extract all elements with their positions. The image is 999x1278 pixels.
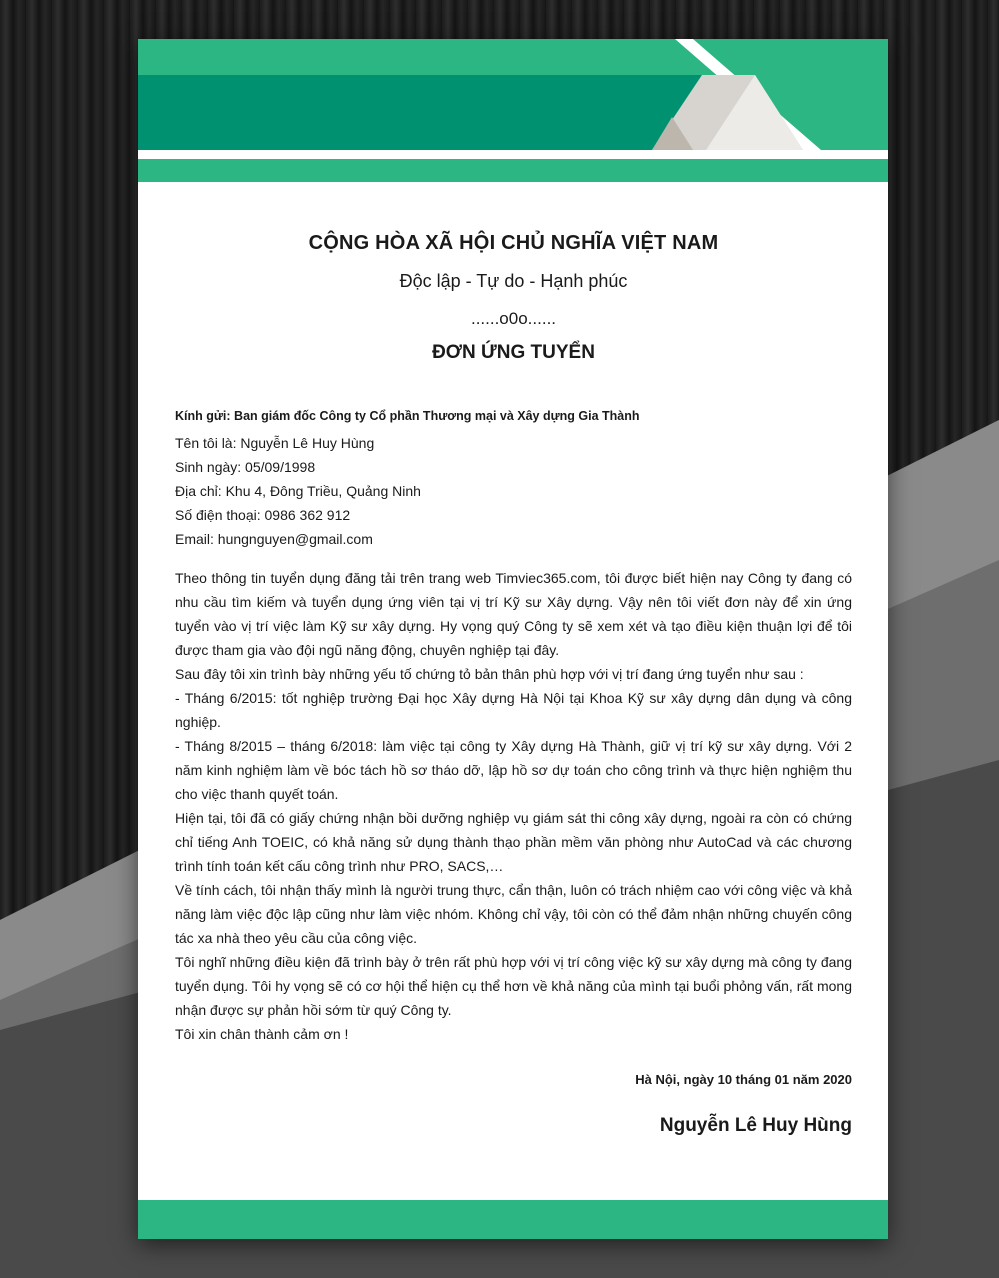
paragraph-intro: Theo thông tin tuyển dụng đăng tải trên trang web Timviec365.com, tôi được biết hiện nay Công ty đang có nhu cầu tìm kiếm và tuyển dụng ứng viên tại vị trí Kỹ sư Xây dựng. Vậy nên tôi viết đơn này để xin ứng tuyển vào vị trí việc làm Kỹ sư xây dựng. Hy vọng quý Công ty sẽ xem xét và tạo điều kiện thuận lợi để tôi được tham gia vào đội ngũ năng động, chuyên nghiệp tại đây. [175,570,852,658]
paragraph-thanks: Tôi xin chân thành cảm ơn ! [175,1026,349,1042]
addressee-line: Kính gửi: Ban giám đốc Công ty Cổ phần Thương mại và Xây dựng Gia Thành [175,409,640,423]
applicant-address: Địa chỉ: Khu 4, Đông Triều, Quảng Ninh [175,483,421,499]
letter-body [175,566,852,1046]
signature-name: Nguyễn Lê Huy Hùng [659,1115,852,1136]
applicant-phone: Số điện thoại: 0986 362 912 [175,507,351,523]
national-title: CỘNG HÒA XÃ HỘI CHỦ NGHĨA VIỆT NAM [308,232,719,254]
national-motto: Độc lập - Tự do - Hạnh phúc [399,271,628,291]
applicant-info [175,431,852,551]
document-title: ĐƠN ỨNG TUYỂN [432,342,595,363]
paragraph-closing: Tôi nghĩ những điều kiện đã trình bày ở trên rất phù hợp với vị trí công việc kỹ sư xây dựng mà công ty đang tuyển dụng. Tôi hy vọng sẽ có cơ hội thể hiện cụ thể hơn về khả năng của mình tại buổi phỏng vấn, rất mong nhận được sự phản hồi sớm từ quý Công ty. [175,954,852,1018]
header-banner [138,39,888,184]
paragraph-certificates: Hiện tại, tôi đã có giấy chứng nhận bồi dưỡng nghiệp vụ giám sát thi công xây dựng, ngoài ra còn có chứng chỉ tiếng Anh TOEIC, có khả năng sử dụng thành thạo phần mềm văn phòng như AutoCad và các chương trình tính toán kết cấu công trình như PRO, SACS,… [175,810,852,874]
paragraph-qualifications-intro: Sau đây tôi xin trình bày những yếu tố chứng tỏ bản thân phù hợp với vị trí đang ứng tuyển như sau : [175,666,804,682]
paragraph-education: - Tháng 6/2015: tốt nghiệp trường Đại học Xây dựng Hà Nội tại Khoa Kỹ sư xây dựng dân dụng và công nghiệp. [175,690,852,730]
applicant-email: Email: hungnguyen@gmail.com [175,531,373,547]
title-separator: ......o0o...... [470,309,557,328]
paragraph-personality: Về tính cách, tôi nhận thấy mình là người trung thực, cẩn thận, luôn có trách nhiệm cao với công việc và khả năng làm việc độc lập cũng như làm việc nhóm. Không chỉ vậy, tôi còn có thể đảm nhận những chuyến công tác xa nhà theo yêu cầu của công việc. [175,882,852,946]
footer-banner [138,1200,888,1239]
paragraph-experience: - Tháng 8/2015 – tháng 6/2018: làm việc tại công ty Xây dựng Hà Thành, giữ vị trí kỹ sư xây dựng. Với 2 năm kinh nghiệm làm về bóc tách hồ sơ tháo dỡ, lập hồ sơ dự toán cho công trình và thực hiện nghiệm thu cho việc thanh quyết toán. [175,738,852,802]
application-letter-page [138,39,888,1239]
applicant-name: Tên tôi là: Nguyễn Lê Huy Hùng [175,435,375,451]
applicant-birthdate: Sinh ngày: 05/09/1998 [175,459,316,475]
place-date-line: Hà Nội, ngày 10 tháng 01 năm 2020 [635,1072,852,1087]
